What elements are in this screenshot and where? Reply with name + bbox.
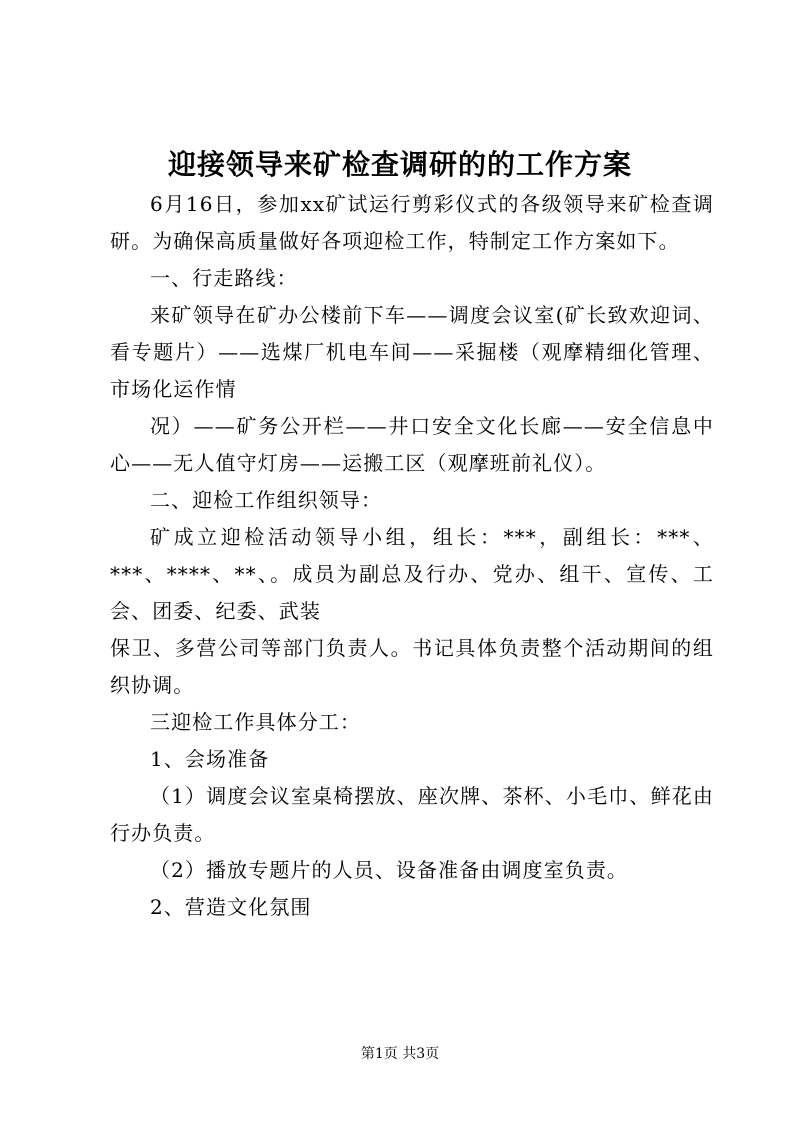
- paragraph: 来矿领导在矿办公楼前下车——调度会议室(矿长致欢迎词、看专题片）——选煤厂机电车间——采掘楼（观摩精细化管理、市场化运作情: [110, 303, 714, 401]
- paragraph: 矿成立迎检活动领导小组，组长：***，副组长：***、***、****、**、。成员为副总及行办、党办、组干、宣传、工会、团委、纪委、武装: [110, 525, 714, 623]
- subsection-heading: 1、会场准备: [150, 747, 270, 771]
- paragraph: （1）调度会议室桌椅摆放、座次牌、茶杯、小毛巾、鲜花由行办负责。: [110, 784, 714, 845]
- section-heading: 一、行走路线：: [150, 266, 298, 290]
- section-heading: 三迎检工作具体分工：: [150, 710, 361, 734]
- section-heading: 二、迎检工作组织领导：: [150, 488, 383, 512]
- document-body: [110, 186, 714, 926]
- document-title: 迎接领导来矿检查调研的的工作方案: [167, 148, 632, 181]
- page-footer: 第1页 共3页: [360, 1046, 440, 1062]
- paragraph: 况）——矿务公开栏——井口安全文化长廊——安全信息中心——无人值守灯房——运搬工区（观摩班前礼仪）。: [110, 414, 714, 475]
- subsection-heading: 2、营造文化氛围: [150, 895, 312, 919]
- paragraph: 保卫、多营公司等部门负责人。书记具体负责整个活动期间的组织协调。: [110, 636, 714, 697]
- paragraph: 6月16日，参加xx矿试运行剪彩仪式的各级领导来矿检查调研。为确保高质量做好各项迎检工作，特制定工作方案如下。: [110, 192, 714, 253]
- paragraph: （2）播放专题片的人员、设备准备由调度室负责。: [150, 858, 629, 882]
